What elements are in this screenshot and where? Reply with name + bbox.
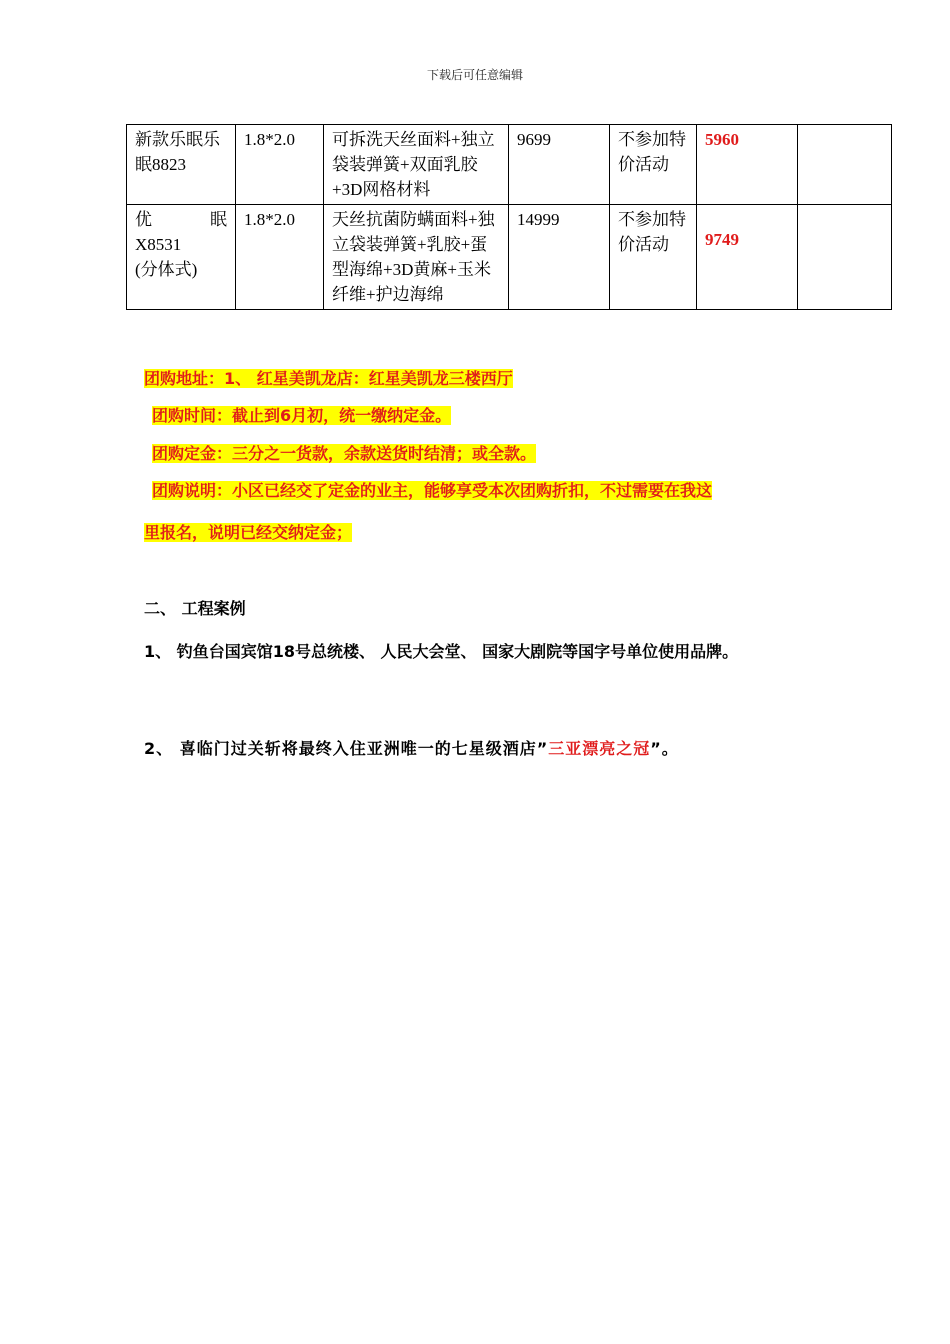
deposit-text: 团购定金：三分之一货款，余款送货时结清；或全款。	[152, 444, 537, 463]
group-price-cell	[697, 125, 798, 205]
time-text: 团购时间：截止到6月初，统一缴纳定金。	[152, 406, 452, 425]
extra-cell	[798, 125, 892, 205]
size-cell: 1.8*2.0	[236, 125, 324, 205]
product-name-cell	[127, 205, 236, 310]
hotel-name: 三亚漂亮之冠	[548, 739, 651, 758]
group-price: 5960	[705, 130, 739, 149]
case-item-1: 1、 钓鱼台国宾馆18号总统楼、 人民大会堂、 国家大剧院等国字号单位使用品牌。	[144, 642, 739, 661]
page-header: 下载后可任意编辑	[426, 68, 523, 82]
explain-text-2: 里报名，说明已经交纳定金；	[144, 523, 353, 542]
special-cell: 不参加特价活动	[610, 205, 697, 310]
section-title: 二、 工程案例	[144, 599, 246, 618]
address-text: 团购地址：1、 红星美凯龙店：红星美凯龙三楼西厅	[144, 369, 513, 388]
product-note: (分体式)	[135, 260, 198, 279]
table-row	[127, 205, 892, 310]
group-price: 9749	[705, 230, 739, 249]
special-cell: 不参加特价活动	[610, 125, 697, 205]
material-cell: 天丝抗菌防螨面料+独立袋装弹簧+乳胶+蛋型海绵+3D黄麻+玉米纤维+护边海绵	[324, 205, 509, 310]
case-item-2-suffix: ”。	[650, 739, 679, 758]
group-buy-address	[144, 366, 844, 389]
size-cell: 1.8*2.0	[236, 205, 324, 310]
material-cell: 可拆洗天丝面料+独立袋装弹簧+双面乳胶+3D网格材料	[324, 125, 509, 205]
product-name-line: 优眠	[135, 210, 227, 229]
original-price-cell: 14999	[509, 205, 610, 310]
case-item-2	[144, 736, 844, 759]
product-model: X8531	[135, 235, 182, 254]
product-name-cell	[127, 125, 236, 205]
case-item-2-prefix: 2、 喜临门过关斩将最终入住亚洲唯一的七星级酒店”	[144, 739, 549, 758]
product-table	[126, 124, 892, 310]
product-name: 新款乐眠乐眠8823	[135, 130, 220, 174]
original-price-cell: 9699	[509, 125, 610, 205]
explain-text-1: 团购说明：小区已经交了定金的业主，能够享受本次团购折扣，不过需要在我这	[152, 481, 713, 500]
group-price-cell	[697, 205, 798, 310]
group-buy-explain	[152, 478, 852, 501]
group-buy-explain-cont	[144, 520, 844, 543]
group-buy-time	[152, 403, 852, 426]
table-row	[127, 125, 892, 205]
extra-cell	[798, 205, 892, 310]
group-buy-deposit	[152, 441, 852, 464]
